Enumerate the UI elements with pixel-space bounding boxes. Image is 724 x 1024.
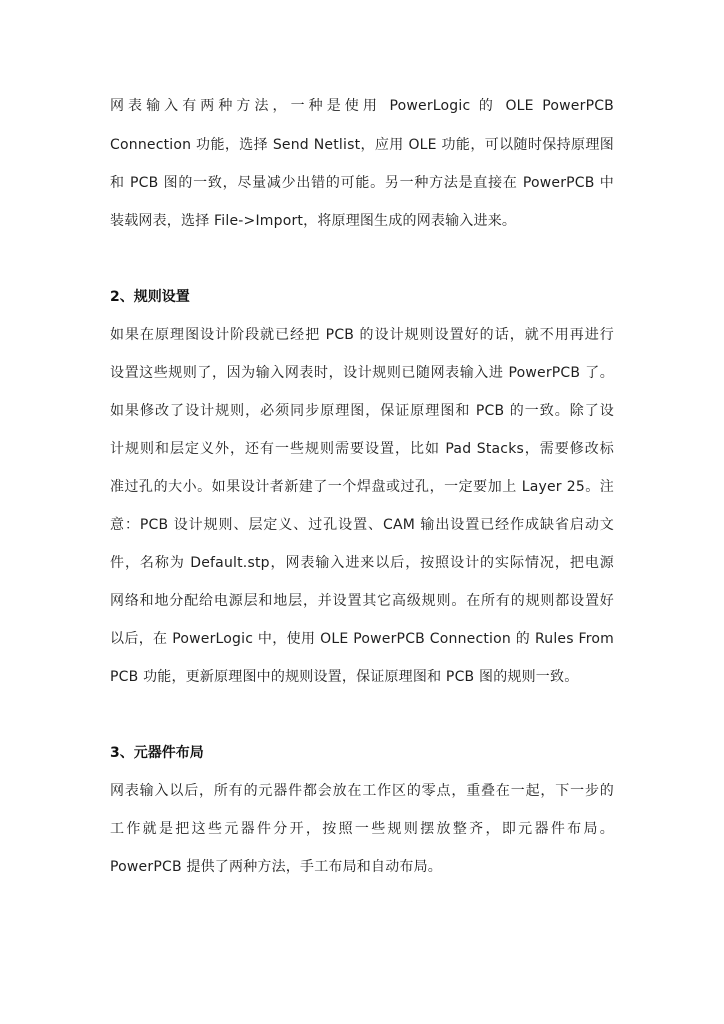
section-heading-rules: 2、规则设置 — [110, 289, 190, 305]
paragraph-layout-line-2: 工作就是把这些元器件分开，按照一些规则摆放整齐，即元器件布局。 — [110, 821, 614, 837]
paragraph-layout-line-3: PowerPCB 提供了两种方法，手工布局和自动布局。 — [110, 859, 442, 875]
paragraph-intro-line-2: Connection 功能，选择 Send Netlist，应用 OLE 功能，可以随时保持原理图 — [110, 137, 614, 153]
paragraph-intro-line-3: 和 PCB 图的一致，尽量减少出错的可能。另一种方法是直接在 PowerPCB 中 — [110, 175, 614, 191]
section-heading-layout: 3、元器件布局 — [110, 745, 204, 761]
paragraph-rules-line-9: 以后，在 PowerLogic 中，使用 OLE PowerPCB Connection 的 Rules From — [110, 631, 614, 647]
paragraph-rules-line-5: 准过孔的大小。如果设计者新建了一个焊盘或过孔，一定要加上 Layer 25。注 — [110, 479, 614, 495]
paragraph-rules-line-6: 意：PCB 设计规则、层定义、过孔设置、CAM 输出设置已经作成缺省启动文 — [110, 517, 614, 533]
paragraph-intro-line-1: 网表输入有两种方法，一种是使用 PowerLogic 的 OLE PowerPCB — [110, 98, 614, 114]
paragraph-layout-line-1: 网表输入以后，所有的元器件都会放在工作区的零点，重叠在一起，下一步的 — [110, 783, 614, 799]
paragraph-intro-line-4: 装载网表，选择 File->Import，将原理图生成的网表输入进来。 — [110, 213, 517, 229]
paragraph-rules-line-10: PCB 功能，更新原理图中的规则设置，保证原理图和 PCB 图的规则一致。 — [110, 669, 579, 685]
paragraph-rules-line-1: 如果在原理图设计阶段就已经把 PCB 的设计规则设置好的话，就不用再进行 — [110, 327, 614, 343]
paragraph-rules-line-4: 计规则和层定义外，还有一些规则需要设置，比如 Pad Stacks，需要修改标 — [110, 441, 614, 457]
paragraph-rules-line-3: 如果修改了设计规则，必须同步原理图，保证原理图和 PCB 的一致。除了设 — [110, 403, 614, 419]
paragraph-rules-line-7: 件，名称为 Default.stp，网表输入进来以后，按照设计的实际情况，把电源 — [110, 555, 614, 571]
paragraph-rules-line-2: 设置这些规则了，因为输入网表时，设计规则已随网表输入进 PowerPCB 了。 — [110, 365, 614, 381]
paragraph-rules-line-8: 网络和地分配给电源层和地层，并设置其它高级规则。在所有的规则都设置好 — [110, 593, 614, 609]
